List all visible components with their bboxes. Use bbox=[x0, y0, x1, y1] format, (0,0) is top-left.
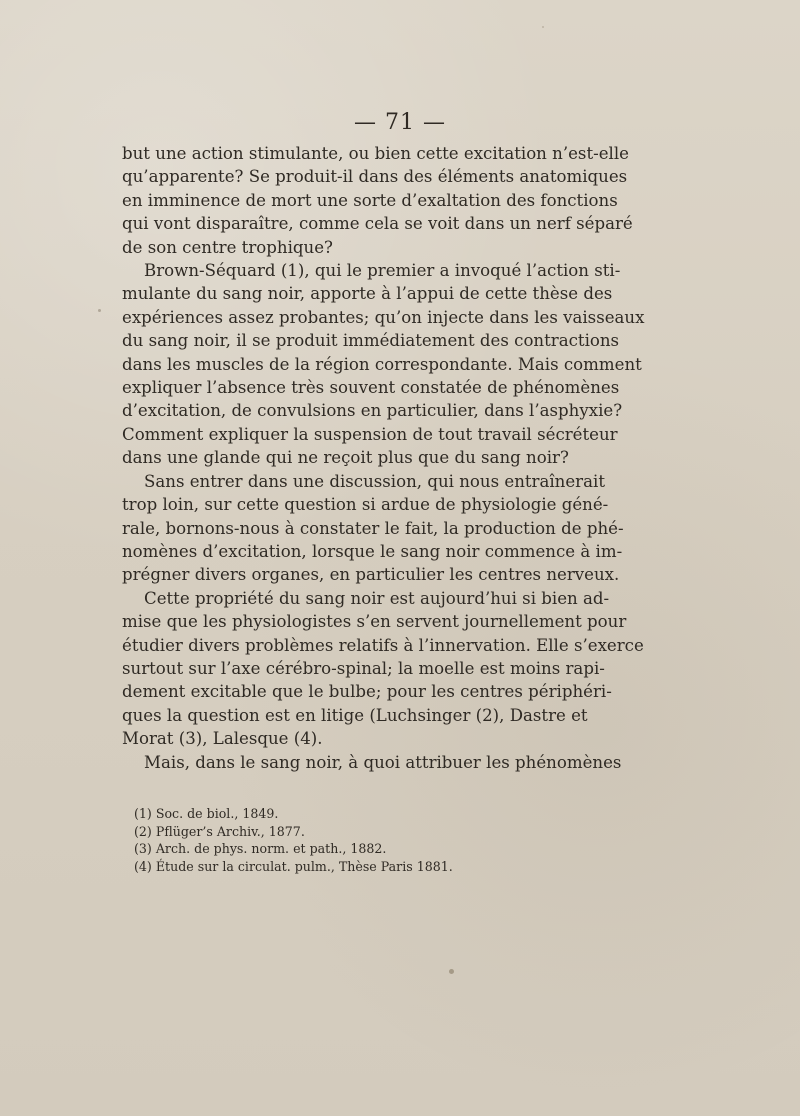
paper-speck bbox=[98, 309, 101, 312]
text-line: de son centre trophique? bbox=[122, 237, 333, 257]
paper-speck bbox=[449, 969, 454, 974]
paragraph-start-line: Sans entrer dans une discussion, qui nous entraînerait bbox=[144, 471, 605, 491]
page-number: — 71 — bbox=[354, 110, 446, 135]
text-line: dans une glande qui ne reçoit plus que du sang noir? bbox=[122, 448, 569, 468]
text-line: ques la question est en litige (Luchsinger (2), Dastre et bbox=[122, 705, 588, 725]
paper-speck bbox=[542, 26, 544, 28]
text-line: dement excitable que le bulbe; pour les centres périphéri- bbox=[122, 682, 612, 702]
footnote-4: (4) Étude sur la circulat. pulm., Thèse Paris 1881. bbox=[134, 858, 453, 874]
text-line: dans les muscles de la région correspondante. Mais comment bbox=[122, 354, 642, 374]
text-line: en imminence de mort une sorte d’exaltation des fonctions bbox=[122, 190, 618, 210]
text-line: rale, bornons-nous à constater le fait, la production de phé- bbox=[122, 518, 624, 538]
text-line: mulante du sang noir, apporte à l’appui de cette thèse des bbox=[122, 284, 613, 304]
text-line: prégner divers organes, en particulier les centres nerveux. bbox=[122, 565, 620, 585]
text-line: expériences assez probantes; qu’on injecte dans les vaisseaux bbox=[122, 307, 645, 327]
text-line: nomènes d’excitation, lorsque le sang noir commence à im- bbox=[122, 541, 623, 561]
text-line: but une action stimulante, ou bien cette excitation n’est-elle bbox=[122, 144, 629, 163]
paragraph-start-line: Mais, dans le sang noir, à quoi attribuer les phénomènes bbox=[144, 752, 622, 772]
footnote-3: (3) Arch. de phys. norm. et path., 1882. bbox=[134, 841, 387, 857]
footnote-2: (2) Pflüger’s Archiv., 1877. bbox=[134, 823, 305, 839]
footnotes bbox=[134, 805, 464, 875]
text-line: qui vont disparaître, comme cela se voit dans un nerf séparé bbox=[122, 214, 633, 234]
main-text-block bbox=[122, 142, 645, 774]
text-line: Morat (3), Lalesque (4). bbox=[122, 729, 323, 749]
text-line: étudier divers problèmes relatifs à l’innervation. Elle s’exerce bbox=[122, 635, 644, 655]
text-line: surtout sur l’axe cérébro-spinal; la moelle est moins rapi- bbox=[122, 658, 605, 678]
footnote-1: (1) Soc. de biol., 1849. bbox=[134, 806, 279, 821]
paragraph-start-line: Brown-Séquard (1), qui le premier a invoqué l’action sti- bbox=[144, 261, 621, 281]
text-line: expliquer l’absence très souvent constatée de phénomènes bbox=[122, 378, 620, 398]
text-line: mise que les physiologistes s’en servent journellement pour bbox=[122, 612, 627, 632]
text-line: trop loin, sur cette question si ardue de physiologie géné- bbox=[122, 495, 609, 515]
text-line: qu’apparente? Se produit-il dans des éléments anatomiques bbox=[122, 167, 628, 187]
paragraph-start-line: Cette propriété du sang noir est aujourd’hui si bien ad- bbox=[144, 588, 610, 608]
text-line: Comment expliquer la suspension de tout travail sécréteur bbox=[122, 424, 618, 444]
text-line: du sang noir, il se produit immédiatement des contractions bbox=[122, 331, 620, 351]
text-line: d’excitation, de convulsions en particulier, dans l’asphyxie? bbox=[122, 401, 623, 421]
